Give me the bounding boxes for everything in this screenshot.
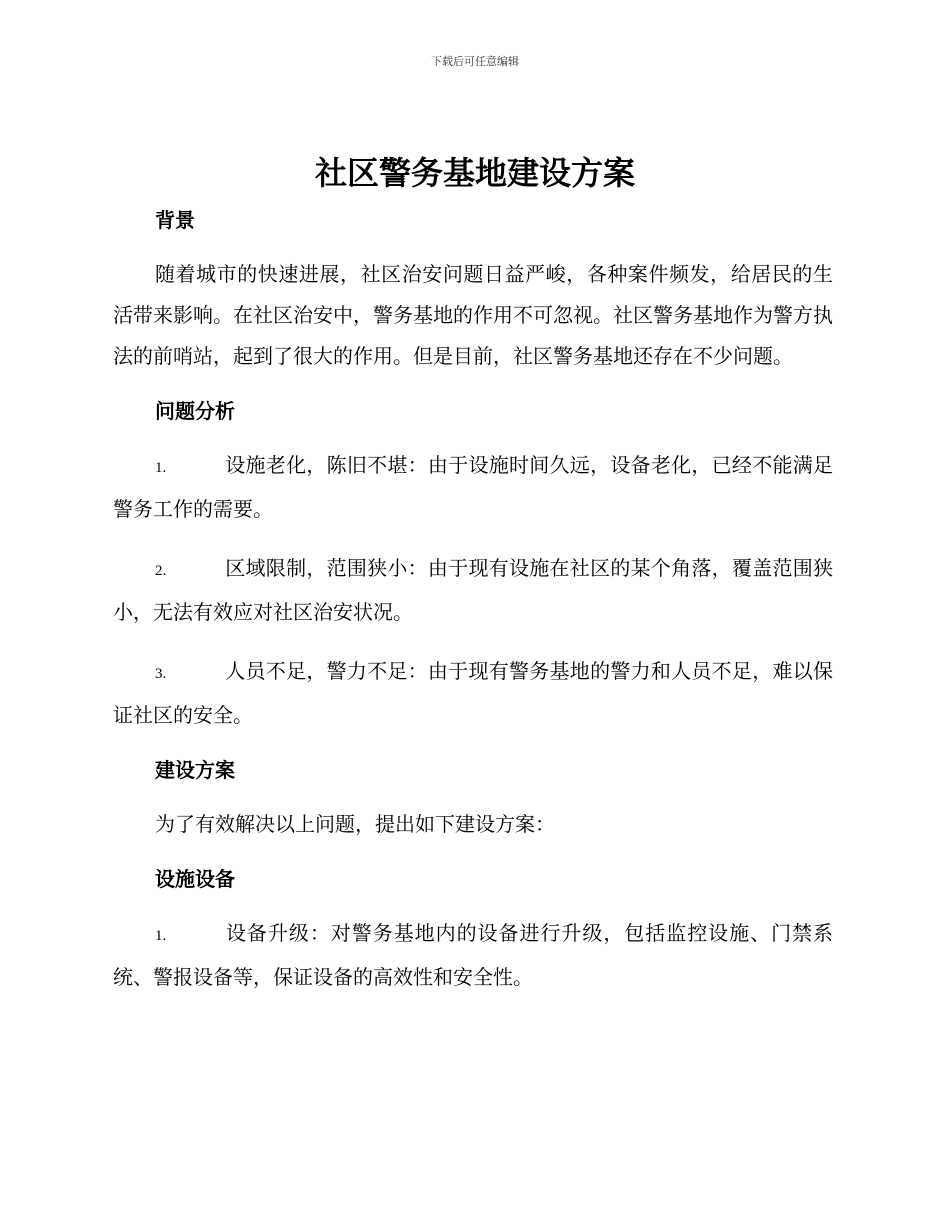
list-number: 1. — [155, 928, 167, 944]
section-heading-background: 背景 — [155, 208, 195, 232]
section-heading-facilities: 设施设备 — [155, 867, 235, 891]
document-title: 社区警务基地建设方案 — [314, 154, 635, 192]
facility-item-1 — [113, 913, 833, 998]
list-number: 3. — [155, 666, 167, 682]
list-number: 1. — [155, 460, 167, 476]
background-paragraph: 随着城市的快速进展，社区治安问题日益严峻，各种案件频发，给居民的生活带来影响。在社区治安中，警务基地的作用不可忽视。社区警务基地作为警方执法的前哨站，起到了很大的作用。但是目前，社区警务基地还存在不少问题。 — [113, 262, 833, 368]
section-heading-problems: 问题分析 — [155, 399, 235, 423]
section-heading-plan: 建设方案 — [155, 758, 235, 782]
document-body — [113, 200, 833, 998]
problem-item-1 — [113, 445, 833, 530]
problem-item-3 — [113, 651, 833, 736]
problem-item-2 — [113, 548, 833, 633]
page-header: 下载后可任意编辑 — [431, 55, 519, 68]
list-text: 设施老化，陈旧不堪：由于设施时间久远，设备老化，已经不能满足警务工作的需要。 — [113, 453, 833, 521]
list-text: 人员不足，警力不足：由于现有警务基地的警力和人员不足，难以保证社区的安全。 — [113, 659, 833, 727]
list-text: 设备升级：对警务基地内的设备进行升级，包括监控设施、门禁系统、警报设备等，保证设备的高效性和安全性。 — [113, 921, 833, 989]
list-text: 区域限制，范围狭小：由于现有设施在社区的某个角落，覆盖范围狭小，无法有效应对社区治安状况。 — [113, 556, 833, 624]
list-number: 2. — [155, 563, 167, 579]
plan-paragraph: 为了有效解决以上问题，提出如下建设方案： — [155, 812, 555, 836]
